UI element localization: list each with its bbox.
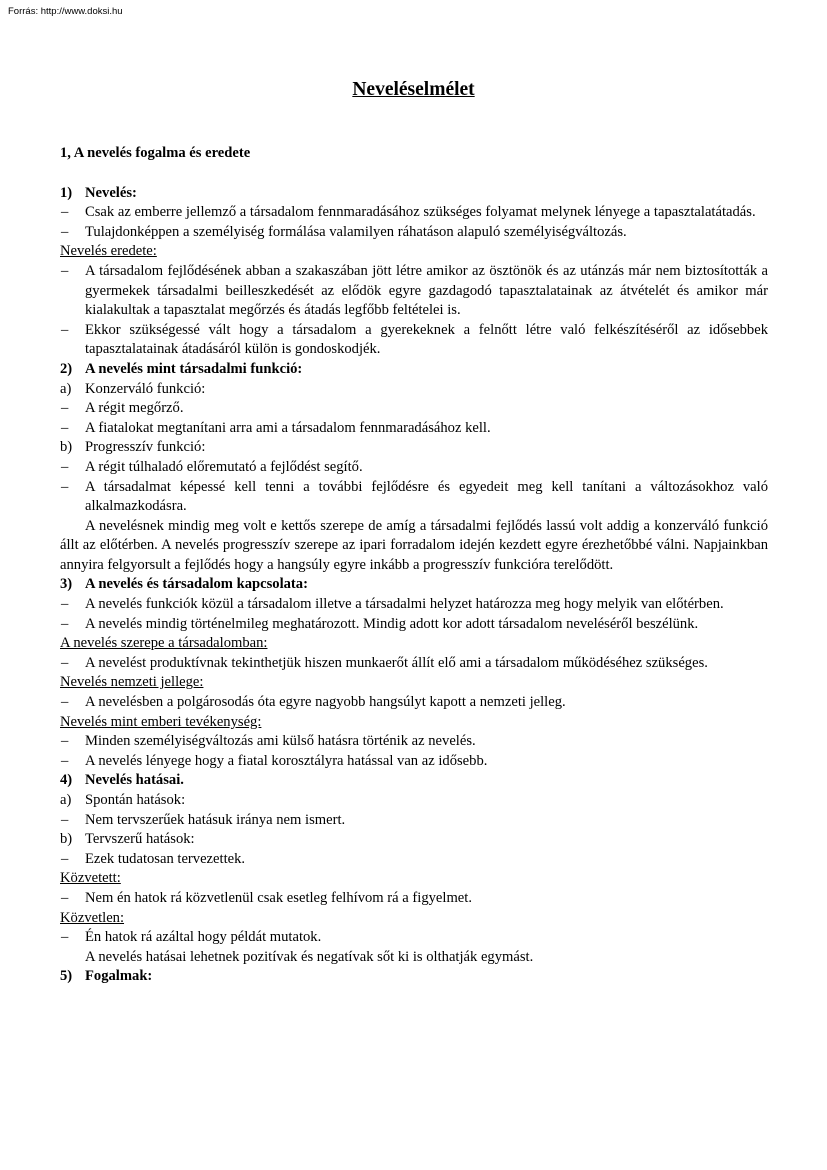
section-heading: 1, A nevelés fogalma és eredete xyxy=(60,145,251,161)
lettered-item xyxy=(60,438,768,458)
dash-item xyxy=(60,478,768,517)
dash-item xyxy=(60,321,768,360)
dash-item xyxy=(60,811,768,831)
paragraph: A nevelésnek mindig meg volt e kettős szerepe de amíg a társadalmi fejlődés lassú volt addig a konzerváló funkció állt az előtérben. A nevelés progresszív szerepe az ipari forradalom idején kezdett egyre érezhetőbbé válni. Napjainkban annyira felgyorsult a fejlődés hogy a hangsúly egyre inkább a progresszív funkcióra terelődött. xyxy=(60,517,768,573)
dash-item xyxy=(60,223,768,243)
item-text: Nevelés: xyxy=(85,184,137,201)
item-text: Tervszerű hatások: xyxy=(85,831,195,848)
lettered-item xyxy=(60,830,768,850)
list-marker: – xyxy=(61,752,69,769)
list-marker: b) xyxy=(60,831,73,848)
list-marker: 1) xyxy=(60,184,73,201)
list-marker: – xyxy=(61,204,69,221)
list-marker: 3) xyxy=(60,576,73,593)
item-text: A régit túlhaladó előremutató a fejlődést segítő. xyxy=(85,458,363,475)
item-text: A társadalom fejlődésének abban a szakaszában jött létre amikor az ösztönök és az utánzás már nem biztosították a gyermekek társadalmi beilleszkedését az elődök egyre gazdagodó tapasztalatainak az átvételét és amikor már kialakultak a tapasztalat megőrzés és átadás legfőbb feltételei is. xyxy=(85,262,768,319)
list-marker: b) xyxy=(60,439,73,456)
lettered-item xyxy=(60,791,768,811)
item-text: A nevelést produktívnak tekinthetjük hiszen munkaerőt állít elő ami a társadalom működéséhez szükséges. xyxy=(85,654,708,671)
dash-item xyxy=(60,752,768,772)
numbered-heading xyxy=(60,184,768,204)
item-text: Csak az emberre jellemző a társadalom fennmaradásához szükséges folyamat melynek lényege a tapasztalatátadás. xyxy=(85,204,756,221)
dash-item xyxy=(60,203,768,223)
lettered-item xyxy=(60,380,768,400)
list-marker: – xyxy=(61,850,69,867)
list-marker: 5) xyxy=(60,968,73,985)
list-marker: 4) xyxy=(60,772,73,789)
list-marker: – xyxy=(61,811,69,828)
list-marker: – xyxy=(61,889,69,906)
list-marker: – xyxy=(61,615,69,632)
dash-item xyxy=(60,889,768,909)
underlined-subheading: Közvetlen: xyxy=(60,909,125,926)
item-text: Spontán hatások: xyxy=(85,792,186,808)
list-marker: – xyxy=(61,596,69,613)
dash-item xyxy=(60,654,768,674)
item-text: A régit megőrző. xyxy=(85,400,184,417)
item-text: Fogalmak: xyxy=(85,968,153,985)
item-text: Nevelés hatásai. xyxy=(85,772,184,789)
item-text: A nevelés és társadalom kapcsolata: xyxy=(85,576,308,593)
item-text: Nem tervszerűek hatásuk iránya nem ismert. xyxy=(85,811,346,828)
item-text: Tulajdonképpen a személyiség formálása valamilyen ráhatáson alapuló személyiségváltozás. xyxy=(85,223,627,240)
list-marker: – xyxy=(61,262,69,279)
dash-item xyxy=(60,399,768,419)
item-text: A nevelés mint társadalmi funkció: xyxy=(85,360,303,377)
item-text: A fiatalokat megtanítani arra ami a társadalom fennmaradásához kell. xyxy=(85,419,491,436)
list-marker: a) xyxy=(60,380,72,397)
dash-item xyxy=(60,458,768,478)
list-marker: – xyxy=(61,929,69,946)
list-marker: – xyxy=(61,400,69,417)
item-text: A nevelés lényege hogy a fiatal korosztályra hatással van az idősebb. xyxy=(85,752,488,769)
item-text: A társadalmat képessé kell tenni a további fejlődésre és egyedeit meg kell tanítani a változásokhoz való alkalmazkodásra. xyxy=(85,478,768,515)
list-marker: – xyxy=(61,321,69,338)
list-marker: – xyxy=(61,733,69,750)
numbered-heading xyxy=(60,771,768,791)
dash-item xyxy=(60,419,768,439)
list-marker: – xyxy=(61,419,69,436)
list-marker: – xyxy=(61,223,69,240)
source-url: Forrás: http://www.doksi.hu xyxy=(8,6,123,17)
dash-item xyxy=(60,693,768,713)
numbered-heading xyxy=(60,967,768,987)
item-text: A nevelésben a polgárosodás óta egyre nagyobb hangsúlyt kapott a nemzeti jelleg. xyxy=(85,694,566,711)
item-text: Ezek tudatosan tervezettek. xyxy=(85,850,246,867)
dash-item xyxy=(60,732,768,752)
underlined-subheading: Közvetett: xyxy=(60,870,121,887)
underlined-subheading: Nevelés mint emberi tevékenység: xyxy=(60,713,262,730)
item-text: Nem én hatok rá közvetlenül csak esetleg felhívom rá a figyelmet. xyxy=(85,889,472,906)
item-text: Ekkor szükségessé vált hogy a társadalom a gyerekeknek a felnőtt létre való felkészítéséről az idősebbek tapasztalatainak átadásáról külön is gondoskodjék. xyxy=(85,321,768,358)
item-text: A nevelés funkciók közül a társadalom illetve a társadalmi helyzet határozza meg hogy melyik van előtérben. xyxy=(85,596,724,613)
underlined-subheading: Nevelés nemzeti jellege: xyxy=(60,674,204,691)
underlined-subheading: Nevelés eredete: xyxy=(60,243,157,260)
underlined-subheading: A nevelés szerepe a társadalomban: xyxy=(60,635,268,652)
list-marker: a) xyxy=(60,792,72,808)
indented-paragraph: A nevelés hatásai lehetnek pozitívak és negatívak sőt ki is olthatják egymást. xyxy=(85,948,534,965)
document-body xyxy=(60,144,768,987)
dash-item xyxy=(60,595,768,615)
list-marker: – xyxy=(61,694,69,711)
item-text: Konzerváló funkció: xyxy=(85,380,206,397)
dash-item xyxy=(60,928,768,948)
dash-item xyxy=(60,262,768,321)
list-marker: – xyxy=(61,458,69,475)
numbered-heading xyxy=(60,360,768,380)
list-marker: – xyxy=(61,654,69,671)
dash-item xyxy=(60,615,768,635)
item-text: Progresszív funkció: xyxy=(85,439,206,456)
page-title: Neveléselmélet xyxy=(352,79,475,100)
dash-item xyxy=(60,850,768,870)
item-text: Én hatok rá azáltal hogy példát mutatok. xyxy=(85,929,322,946)
item-text: Minden személyiségváltozás ami külső hatásra történik az nevelés. xyxy=(85,733,476,750)
numbered-heading xyxy=(60,575,768,595)
item-text: A nevelés mindig történelmileg meghatározott. Mindig adott kor adott társadalom neveléséről beszélünk. xyxy=(85,615,699,632)
list-marker: 2) xyxy=(60,360,73,377)
list-marker: – xyxy=(61,478,69,495)
